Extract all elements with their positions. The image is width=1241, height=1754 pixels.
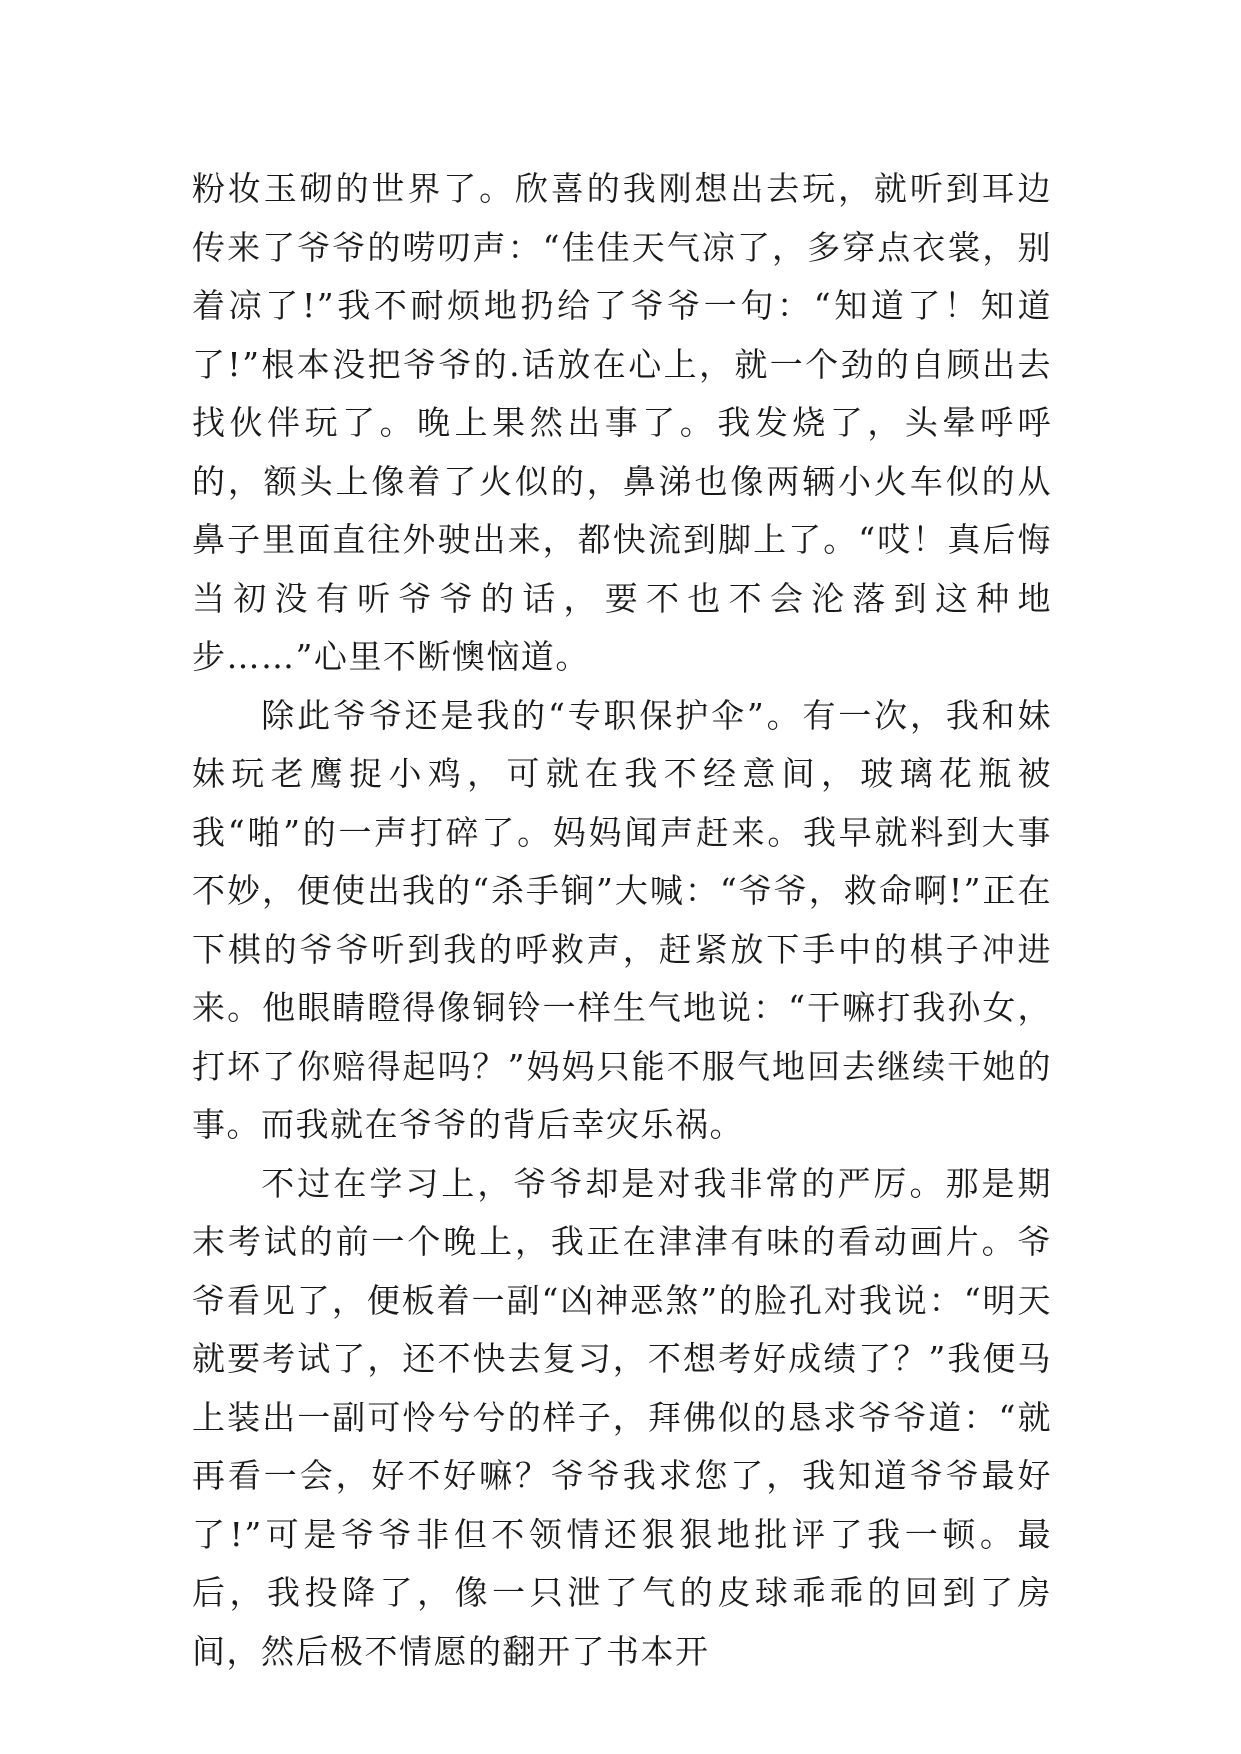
body-text bbox=[192, 160, 1052, 1681]
paragraph-2: 除此爷爷还是我的“专职保护伞”。有一次，我和妹妹玩老鹰捉小鸡，可就在我不经意间，玻璃花瓶被我“啪”的一声打碎了。妈妈闻声赶来。我早就料到大事不妙，便使出我的“杀手锏”大喊：“爷爷，救命啊!”正在下棋的爷爷听到我的呼救声，赶紧放下手中的棋子冲进来。他眼睛瞪得像铜铃一样生气地说：“干嘛打我孙女，打坏了你赔得起吗？”妈妈只能不服气地回去继续干她的事。而我就在爷爷的背后幸灾乐祸。 bbox=[192, 695, 1052, 1144]
paragraph-3: 不过在学习上，爷爷却是对我非常的严厉。那是期末考试的前一个晚上，我正在津津有味的看动画片。爷爷看见了，便板着一副“凶神恶煞”的脸孔对我说：“明天就要考试了，还不快去复习，不想考好成绩了？”我便马上装出一副可怜兮兮的样子，拜佛似的恳求爷爷道：“就再看一会，好不好嘛？爷爷我求您了，我知道爷爷最好了!”可是爷爷非但不领情还狠狠地批评了我一顿。最后，我投降了，像一只泄了气的皮球乖乖的回到了房间，然后极不情愿的翻开了书本开 bbox=[192, 1163, 1052, 1671]
paragraph-1: 粉妆玉砌的世界了。欣喜的我刚想出去玩，就听到耳边传来了爷爷的唠叨声：“佳佳天气凉了，多穿点衣裳，别着凉了!”我不耐烦地扔给了爷爷一句：“知道了！知道了!”根本没把爷爷的.话放在心上，就一个劲的自顾出去找伙伴玩了。晚上果然出事了。我发烧了，头晕呼呼的，额头上像着了火似的，鼻涕也像两辆小火车似的从鼻子里面直往外驶出来，都快流到脚上了。“哎！真后悔当初没有听爷爷的话，要不也不会沦落到这种地步……”心里不断懊恼道。 bbox=[192, 169, 1052, 676]
